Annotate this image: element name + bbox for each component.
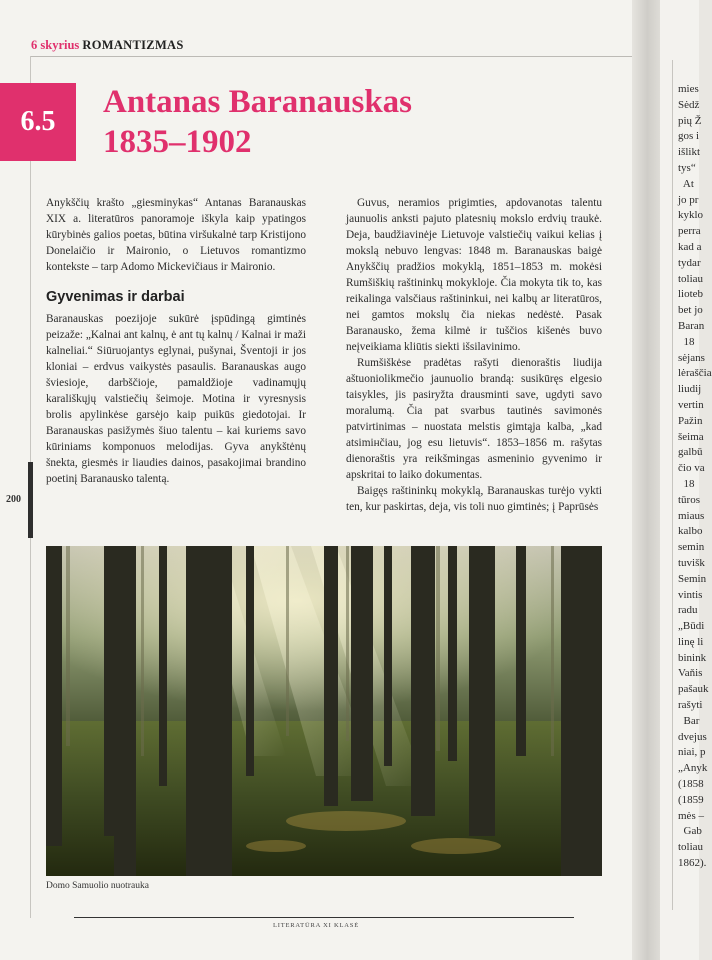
chapter-name: ROMANTIZMAS <box>82 38 184 52</box>
chapter-header <box>31 38 184 53</box>
text-column-left <box>46 195 306 487</box>
photo-caption: Domo Samuolio nuotrauka <box>46 881 149 891</box>
top-rule <box>30 56 632 57</box>
adjacent-page-rule <box>672 60 673 910</box>
intro-paragraph: Anykščių krašto „giesminykas“ Antanas Baranauskas XIX a. literatūros panoramoje iškyla kaip ypatingos kūrybinės galios poetas, būtina viršukalnė tarp Kristijono Donelaičio ir Maironio, o Lietuvos romantizmo kontekste – tarp Adomo Mickevičiaus ir Maironio. <box>46 197 306 273</box>
section-number-badge: 6.5 <box>0 83 76 161</box>
chapter-number: 6 skyrius <box>31 38 80 52</box>
page-number-bar <box>28 462 33 538</box>
text-column-right <box>346 195 602 515</box>
education-paragraph: Guvus, neramios prigimties, apdovanotas talentu jaunuolis anksti pajuto platesnių mokslo erdvių traukė. Deja, baudžiavinėje Lietuvoje valstiečių vaikui kelias į mokslą nebuvo lengvas: 1848 m. Baranauskas baigė Anykščių pradžios mokyklą, 1851–1853 m. mokėsi Rumšiškių raštininkų mokykloje. Čia mokyta tik to, kas reikalinga valsčiaus raštininkui, nei kalbų ar literatūros, nei gamtos mokslų čia niekas nedėstė. Pasak Baranausko, žema kilmė ir tuščios kišenės buvo neįveikiama kliūtis siekti išsilavinimo. <box>346 197 602 353</box>
forest-illustration <box>46 546 602 876</box>
page-number: 200 <box>6 494 21 505</box>
adjacent-page-text: mies Sėdž pių Ž gos i išlikt tys“ At jo pr kyklo perra kad a tydar toliau lioteb bet jo Baran 18 sėjans lėraščia liudij vertin Pažin šeima galbū čio va 18 tūros miaus kalbo semin tuvišk Semin vintis radu „Būdi linę li binink Vaňis pašauk rašyti Bar dvejus niai, p „Anyk (1858 (1859 mės – Gab toliau 1862). <box>678 83 712 870</box>
title-years: 1835–1902 <box>103 124 252 160</box>
title-name: Antanas Baranauskas <box>103 84 413 120</box>
section-title <box>103 82 412 162</box>
subsection-heading: Gyvenimas ir darbai <box>46 289 185 305</box>
book-gutter <box>632 0 660 960</box>
footer-text: LITERATŪRA XI KLASĖ <box>273 922 359 929</box>
diary-paragraph: Rumšiškėse pradėtas rašyti dienoraštis liudija aštuoniolikmečio jaunuolio brandą: susikūręs elgesio taisykles, jis pasiryžta drausminti save, ugdyti savo moralumą. Čia pat svarbus tautinės savimonės patvirtinimas – nuostata melstis gimtąja kalba, „kad atsimінčiau, jog esu lietuvis“. 1853–1856 m. rašytas dienoraštis yra reikšmingas asmeninio gyvenimo ir apskritai to laiko dokumentas. <box>346 357 602 481</box>
forest-photo <box>46 546 602 876</box>
career-paragraph: Baigęs raštininkų mokyklą, Baranauskas turėjo vykti ten, kur paskirtas, deja, vis toli nuo gimtinės; į Paprūsės <box>346 485 602 513</box>
adjacent-page <box>660 0 712 960</box>
footer-rule <box>74 917 574 918</box>
life-paragraph: Baranauskas poezijoje sukūrė įspūdingą gimtinės peizaže: „Kalnai ant kalnų, ė ant tų kalnų / Kalnai ir maži kalneliai.“ Siūruojantys eglynai, pušynai, Šventoji ir jos kloniai – erdvus vaikystės pasaulis. Baranauskas augo šviesioje, darbščioje, pamaldžioje vadinamųjų karališkųjų valstiečių šeimoje. Motina ir vyresnysis brolis apylinkėse garsėjo kaip puikūs giedotojai. Ir Baranauskas pasižymės šiuo talentu – kai kuriems savo kūriniams komponuos melodijas. Gyva anykštėnų šnekta, giesmės ir liaudies dainos, pasakojimai brandino poetinį Baranausko talentą. <box>46 313 306 485</box>
